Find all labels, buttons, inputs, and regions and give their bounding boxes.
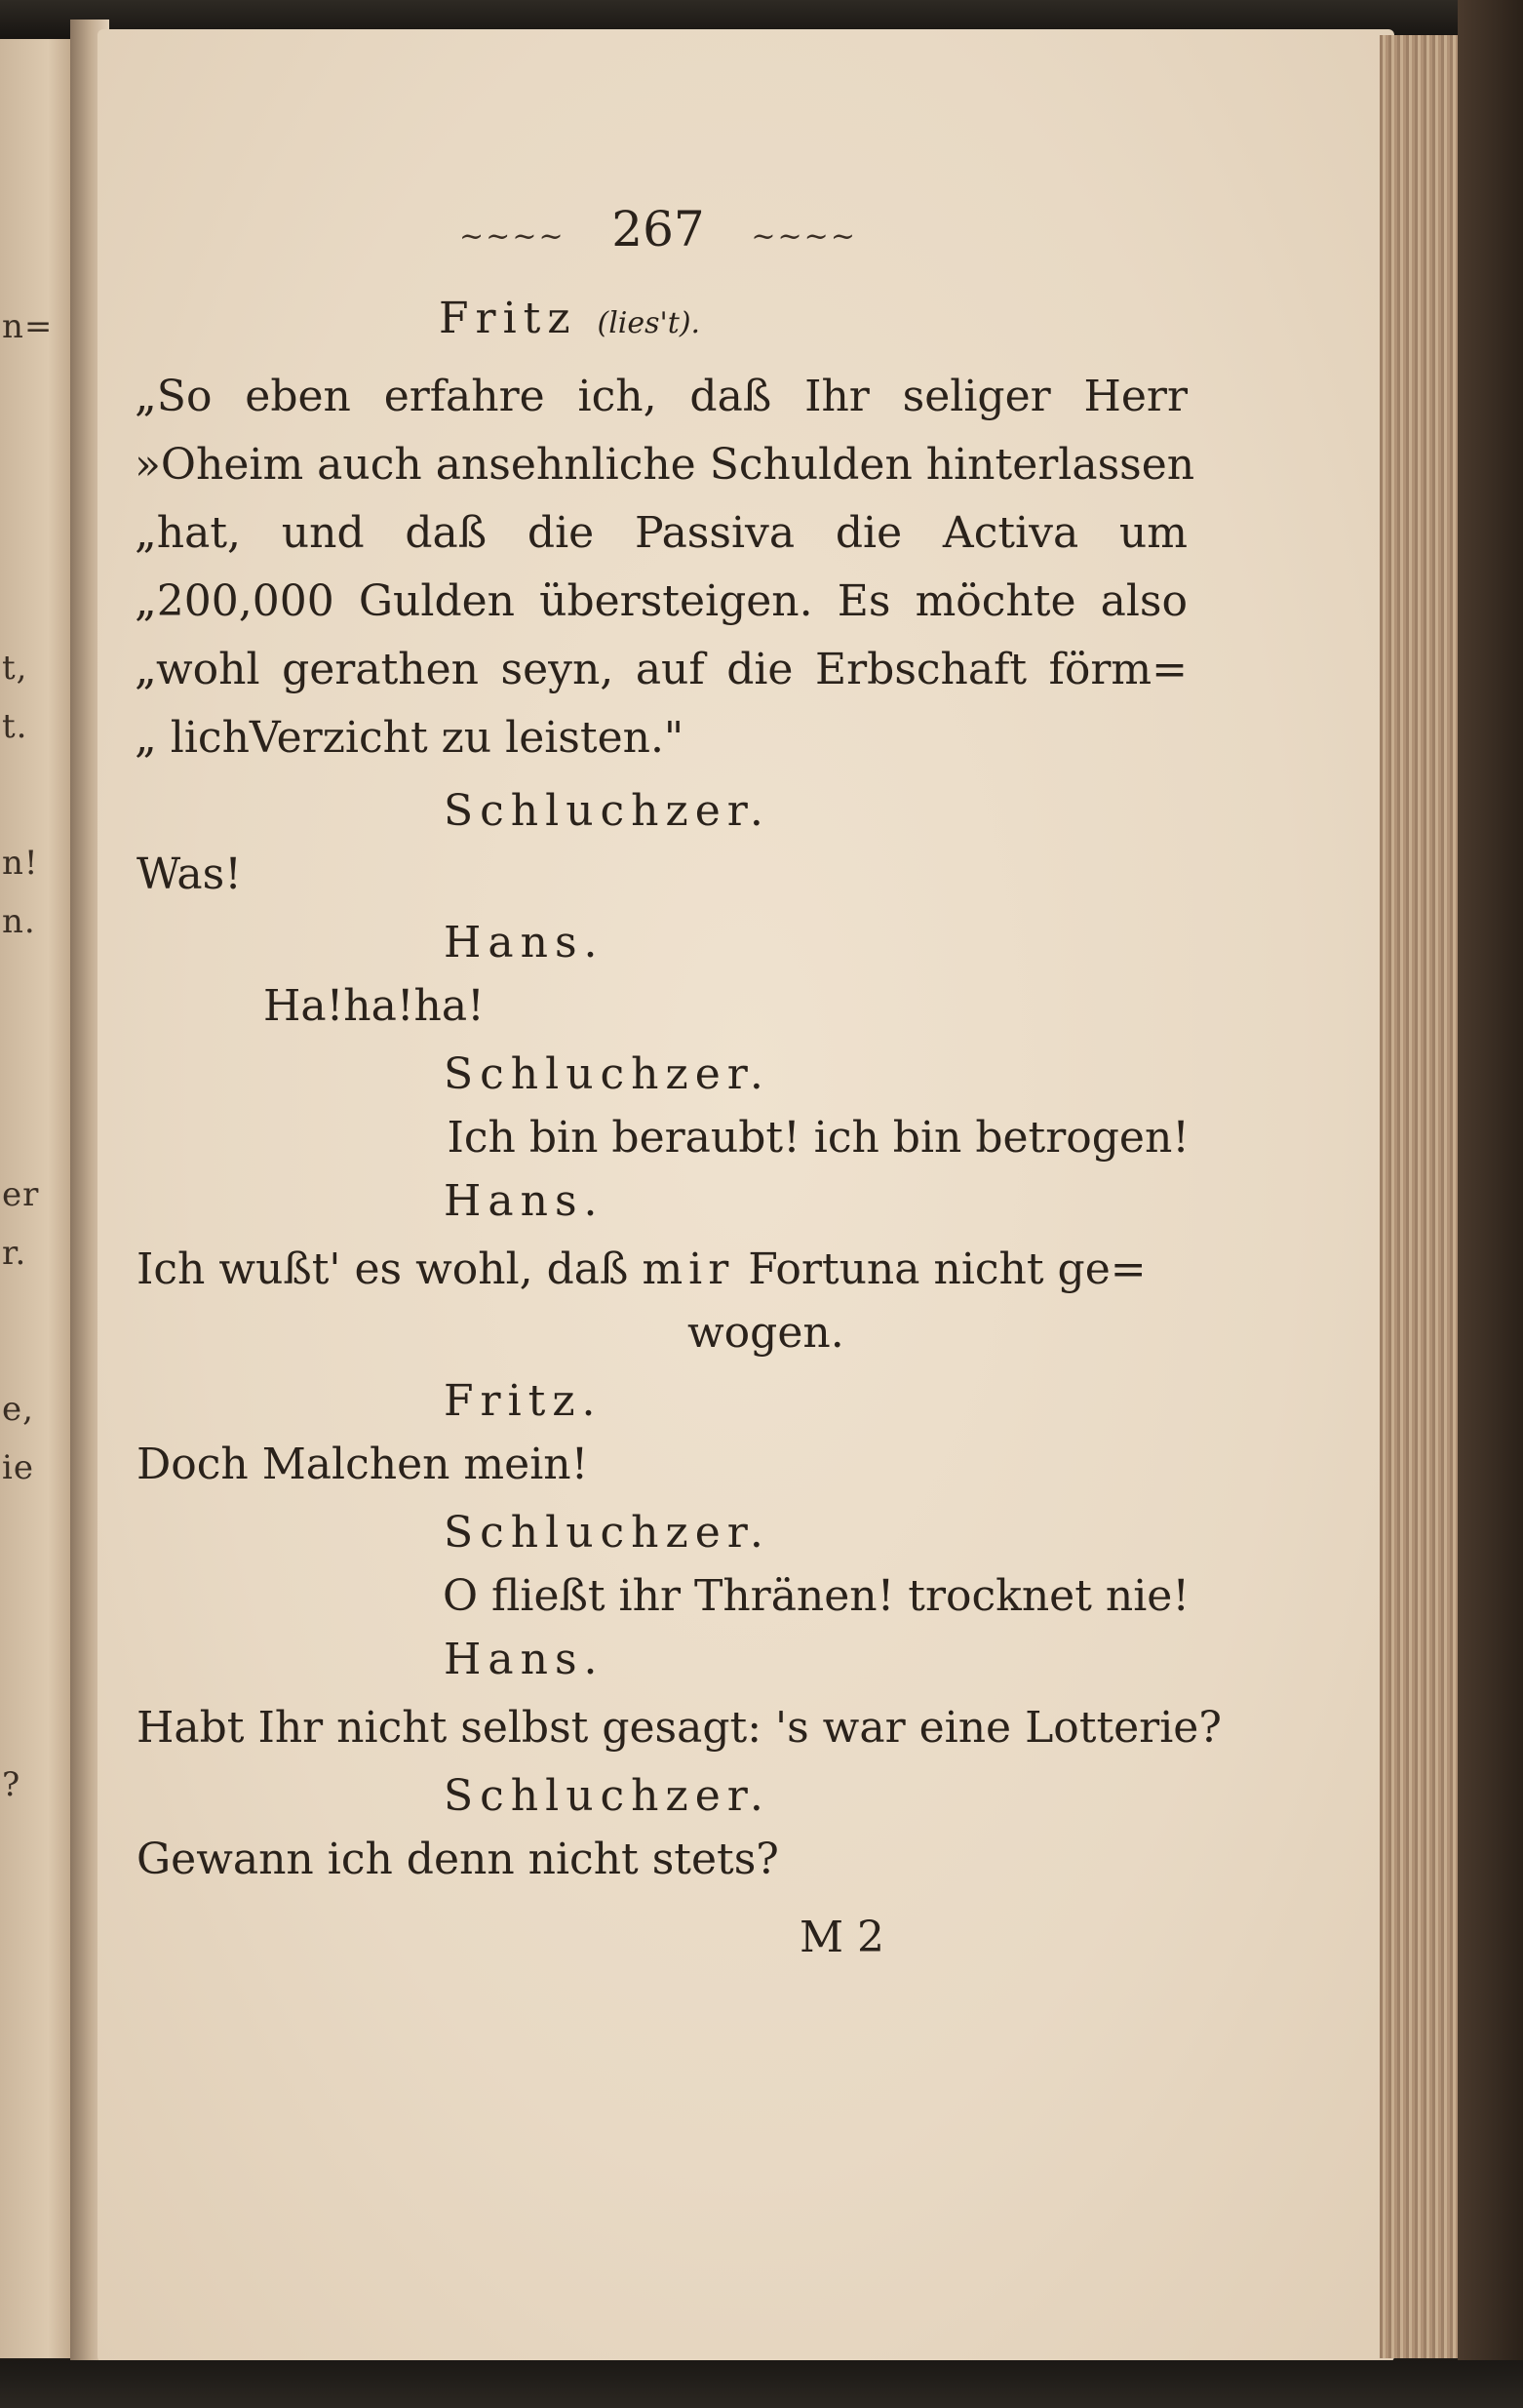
dialogue-line: Habt Ihr nicht selbst gesagt: 's war eine Lotterie? (137, 1703, 1222, 1753)
dialogue-line: wogen. (687, 1308, 844, 1358)
left-fragment: ? (2, 1765, 21, 1804)
dialogue-line: Ha!ha!ha! (263, 981, 485, 1031)
emphasis-text: mir (642, 1244, 735, 1294)
book-cover-edge (1458, 0, 1523, 2408)
dialogue-fragment: Ich wußt' es wohl, daß (137, 1244, 629, 1294)
header-ornament: ~~~~ (459, 219, 566, 254)
stage-direction: (lies't). (597, 306, 701, 340)
dialogue-fragment: Fortuna nicht ge= (748, 1244, 1147, 1294)
page-edges (1380, 35, 1461, 2358)
page-header (127, 201, 1190, 257)
dialogue-line: Was! (137, 849, 242, 899)
speaker-name: Fritz. (444, 1376, 603, 1426)
signature-mark: M 2 (800, 1913, 885, 1962)
dialogue-line: Ich bin beraubt! ich bin betrogen! (447, 1113, 1190, 1163)
letter-line: „wohl gerathen seyn, auf die Erbschaft förm= (135, 645, 1188, 694)
letter-line: »Oheim auch ansehnliche Schulden hinterlassen (135, 440, 1195, 490)
left-fragment: n. (2, 902, 36, 941)
letter-line: „So eben erfahre ich, daß Ihr seliger Herr (135, 372, 1188, 421)
speaker-name (439, 294, 701, 343)
dialogue-line: O fließt ihr Thränen! trocknet nie! (442, 1571, 1190, 1621)
page-number: 267 (611, 201, 705, 257)
left-fragment: er (2, 1175, 40, 1214)
left-fragment: t, (2, 649, 28, 688)
letter-line: „200,000 Gulden übersteigen. Es möchte also (135, 576, 1188, 626)
speaker-label: Fritz (439, 294, 577, 343)
letter-line: „hat, und daß die Passiva die Activa um (135, 508, 1188, 558)
left-fragment: e, (2, 1390, 34, 1429)
binding-bottom (0, 2360, 1523, 2408)
speaker-name: Hans. (444, 1176, 605, 1226)
speaker-name: Hans. (444, 1635, 605, 1684)
dialogue-line: Doch Malchen mein! (137, 1440, 589, 1489)
header-ornament: ~~~~ (751, 219, 857, 254)
left-page-edge (0, 39, 80, 2358)
letter-line: „ lichVerzicht zu leisten." (135, 713, 684, 763)
speaker-name: Schluchzer. (444, 1508, 770, 1558)
speaker-name: Hans. (444, 918, 605, 967)
left-fragment: n! (2, 844, 39, 883)
left-fragment: ie (2, 1448, 34, 1487)
left-fragment: t. (2, 707, 28, 746)
left-fragment: n= (2, 307, 54, 346)
dialogue-line (137, 1244, 1147, 1294)
speaker-name: Schluchzer. (444, 786, 770, 836)
left-fragment: r. (2, 1234, 27, 1273)
speaker-name: Schluchzer. (444, 1049, 770, 1099)
speaker-name: Schluchzer. (444, 1771, 770, 1821)
dialogue-line: Gewann ich denn nicht stets? (137, 1835, 779, 1884)
